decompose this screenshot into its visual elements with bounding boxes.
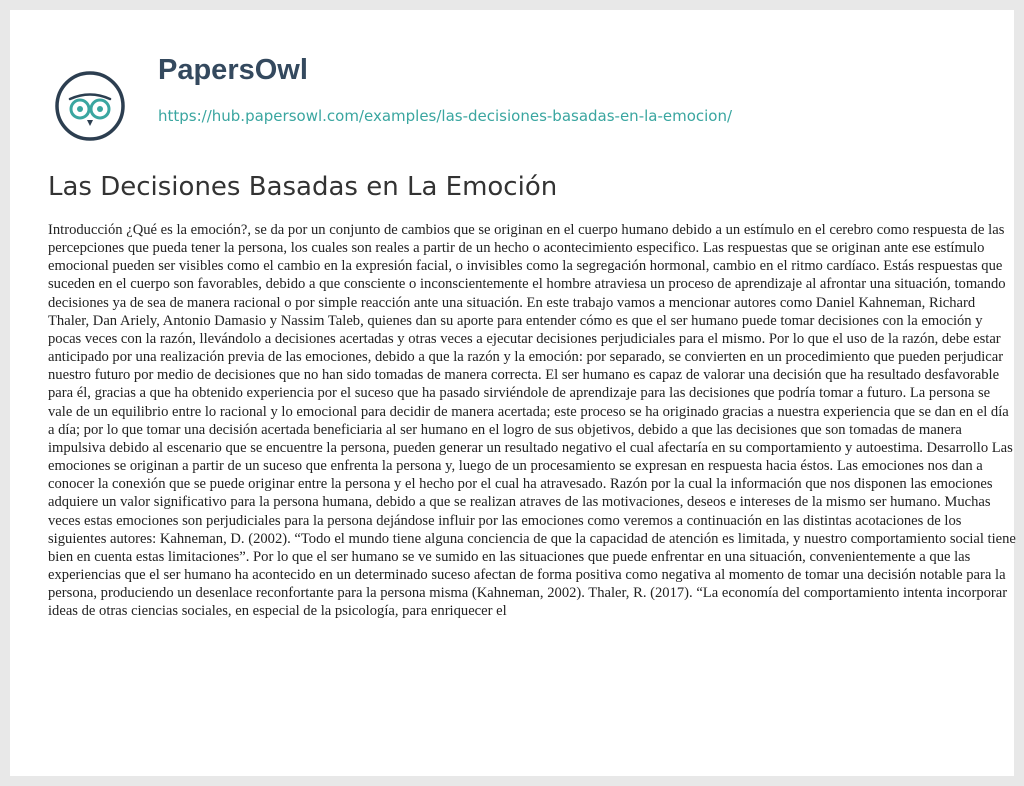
source-url-link[interactable]: https://hub.papersowl.com/examples/las-decisiones-basadas-en-la-emocion/ [158,107,733,125]
document-body: Introducción ¿Qué es la emoción?, se da por un conjunto de cambios que se originan en el cuerpo humano debido a un estímulo en el cerebro como respuesta de las percepciones que pueda tener la persona, los cuales son reales a partir de un hecho o acontecimiento especifico. Las respuestas que se originan ante ese estímulo emocional pueden ser visibles como el cambio en la expresión facial, o invisibles como la segregación hormonal, cambio en el ritmo cardíaco. Estás respuestas que suceden en el cuerpo son favorables, debido a que consciente o inconscientemente el hombre atraviesa un proceso de aprendizaje al afrontar una situación, tomando decisiones ya de sea de manera racional o por simple reacción ante una situación. En este trabajo vamos a mencionar autores como Daniel Kahneman, Richard Thaler, Dan Ariely, Antonio Damasio y Nassim Taleb, quienes dan su aporte para entender cómo es que el ser humano puede tomar decisiones con la emoción y pocas veces con la razón, llevándolo a decisiones acertadas y otras veces a ejecutar decisiones perjudiciales para el mismo. Por lo que el uso de la razón, debe estar anticipado por una realización previa de las emociones, debido a que la razón y la emoción: por separado, se convierten en un procedimiento que pueden perjudicar nuestro futuro por medio de decisiones que no han sido tomadas de manera correcta. El ser humano es capaz de valorar una decisión que ha resultado desfavorable para él, gracias a que ha obtenido experiencia por el suceso que ha pasado sirviéndole de aprendizaje para las decisiones que podría tomar a futuro. La persona se vale de un equilibrio entre lo racional y lo emocional para decidir de manera acertada; este proceso se ha originado gracias a nuestra experiencia que se dan en el día a día; por lo que tomar una decisión acertada beneficiaria al ser humano en el logro de sus objetivos, debido a que las decisiones que son tomadas de manera impulsiva debido al escenario que se encuentre la persona, pueden generar un resultado negativo el cual afectaría en su comportamiento y autoestima. Desarrollo Las emociones se originan a partir de un suceso que enfrenta la persona y, luego de un procesamiento se expresan en respuesta hacia éstos. Las emociones nos dan a conocer la conexión que se puede originar entre la persona y el hecho por el cual ha atravesado. Razón por la cual la información que nos disponen las emociones adquiere un valor significativo para la persona humana, debido a que se realizan atraves de las motivaciones, deseos e intereses de la mismo ser humano. Muchas veces estas emociones son perjudiciales para la persona dejándose influir por las emociones como veremos a continuación en las distintas acotaciones de los siguientes autores: Kahneman, D. (2002). “Todo el mundo tiene alguna conciencia de que la capacidad de atención es limitada, y nuestro comportamiento social tiene bien en cuenta estas limitaciones”. Por lo que el ser humano se ve sumido en las situaciones que puede enfrentar en una situación, convenientemente a que las experiencias que el ser humano ha acontecido en un determinado suceso afectan de forma positiva como negativa al momento de tomar una decisión notable para la persona, produciendo un desenlace reconfortante para la persona misma (Kahneman, 2002). Thaler, R. (2017). “La economía del comportamiento intenta incorporar ideas de otras ciencias sociales, en especial de la psicología, para enriquecer el [48,222,1016,620]
document-title: Las Decisiones Basadas en La Emoción [48,172,558,202]
header [10,10,1014,160]
owl-face-icon [54,70,126,142]
brand-name: PapersOwl [158,54,308,86]
page [10,10,1014,776]
